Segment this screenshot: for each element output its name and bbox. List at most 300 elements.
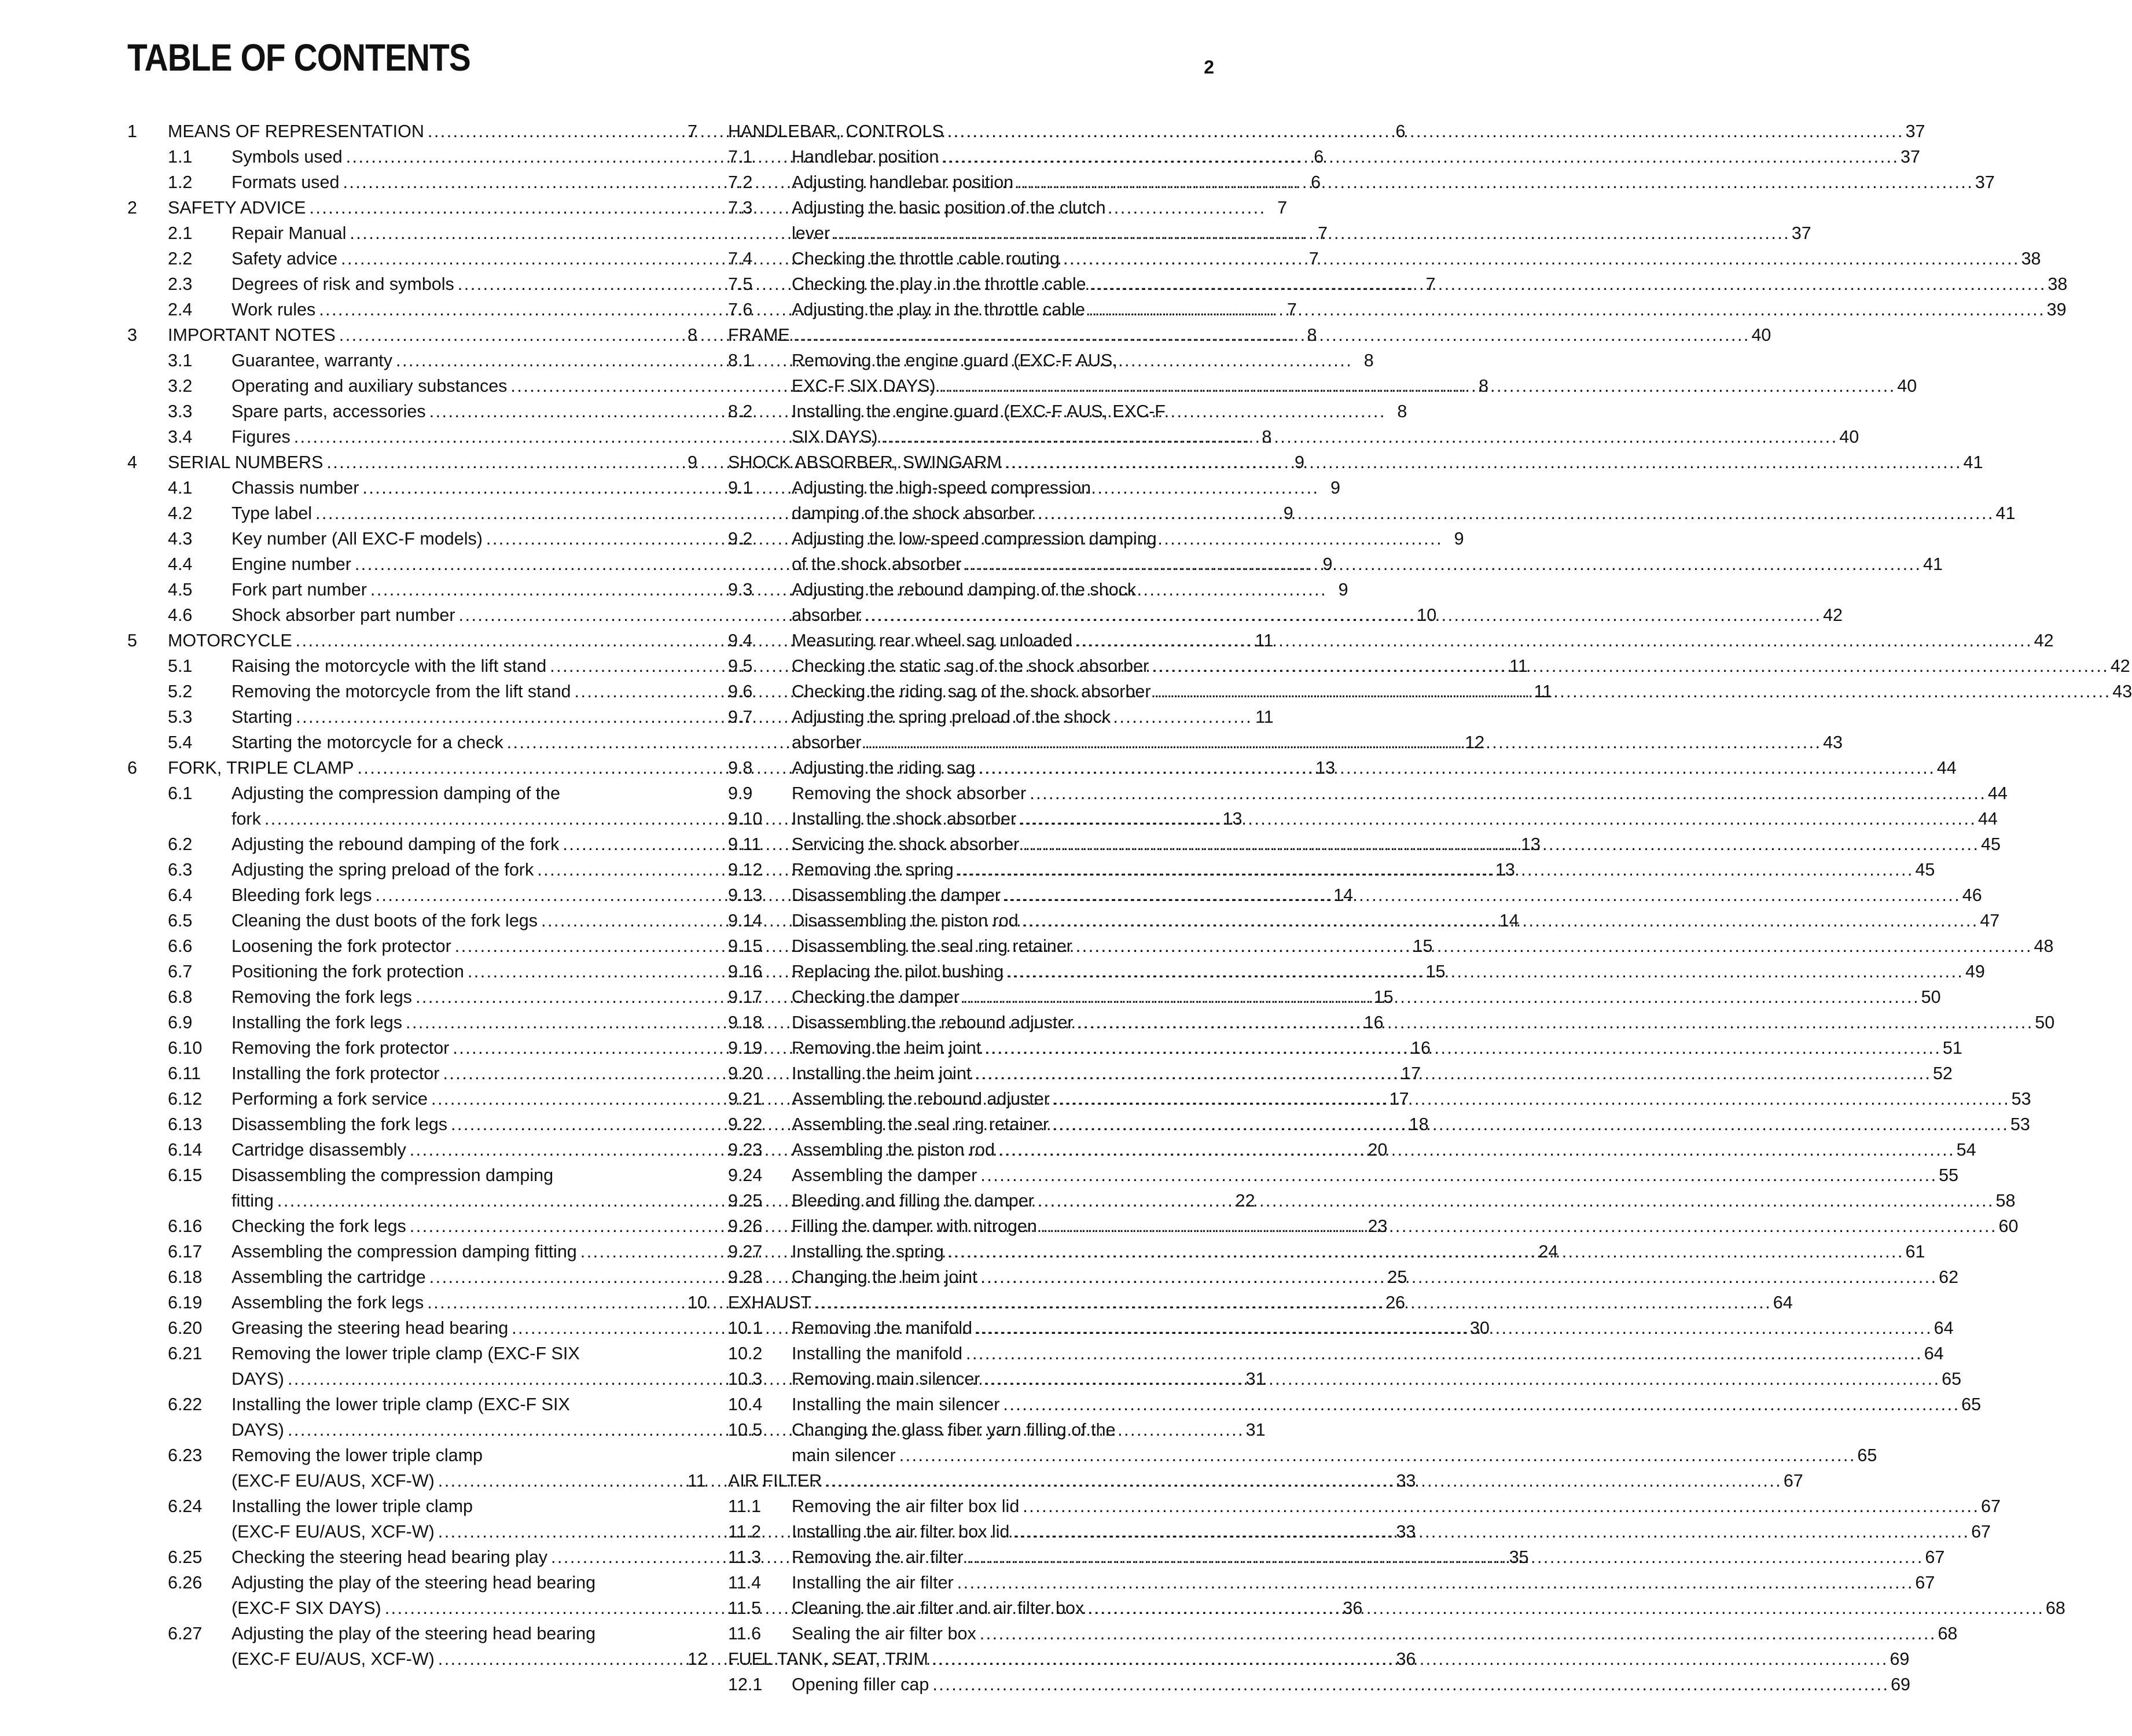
toc-entry-title: absorber: [792, 733, 862, 752]
dot-leader: [947, 1239, 1901, 1264]
dot-leader: [1090, 271, 2043, 297]
toc-entry-number: 9.9: [728, 784, 753, 803]
toc-entry-number: 6.8: [168, 987, 193, 1007]
toc-entry-number: 6: [127, 758, 137, 778]
toc-entry-page: 65: [1942, 1369, 1962, 1389]
dot-leader: [881, 424, 1835, 450]
toc-entry-page: 46: [1962, 885, 1982, 905]
dot-leader: [1063, 246, 2017, 271]
toc-entry-number: 4.2: [168, 503, 193, 523]
dot-leader: [966, 1341, 1920, 1366]
toc-entry-title: Changing the heim joint: [792, 1267, 977, 1287]
toc-entry-number: 3.1: [168, 351, 193, 370]
toc-entry-title: Disassembling the fork legs: [231, 1115, 447, 1134]
toc-entry-title: Starting the motorcycle for a check: [231, 733, 503, 752]
toc-entry-page: 65: [1961, 1395, 1982, 1414]
toc-entry-page: 11: [1509, 656, 1528, 676]
dot-leader: [1077, 1010, 2031, 1035]
toc-entry-title: Adjusting the spring preload of the fork: [231, 860, 534, 880]
dot-leader: [793, 322, 1747, 348]
toc-entry-page: 40: [1751, 325, 1771, 345]
toc-entry-page: 45: [1981, 834, 2001, 854]
dot-leader: [976, 1315, 1929, 1341]
toc-entry-title: Disassembling the compression damping: [231, 1165, 554, 1185]
toc-entry-title: Bleeding fork legs: [231, 885, 372, 905]
dot-leader: [865, 730, 1818, 755]
toc-chapter[interactable]: [688, 322, 1771, 348]
toc-entry-title: (EXC-F SIX DAYS): [231, 1598, 381, 1618]
toc-entry-page: 33: [1396, 1522, 1416, 1542]
toc-entry-number: 1.2: [168, 172, 193, 192]
toc-entry-title: DAYS): [231, 1369, 284, 1389]
toc-entry-title: Installing the main silencer: [792, 1395, 1000, 1414]
toc-entry-number: 10.3: [728, 1369, 763, 1389]
dot-leader: [1004, 882, 1958, 908]
toc-entry-number: 9.4: [728, 631, 753, 650]
toc-entry-title: Installing the fork protector: [231, 1064, 440, 1083]
dot-leader: [833, 220, 1787, 246]
toc-entry-page: 61: [1905, 1242, 1925, 1261]
toc-entry-title: Checking the steering head bearing play: [231, 1547, 547, 1567]
toc-entry-number: 11.4: [728, 1573, 762, 1592]
toc-entry-number: 3.3: [168, 402, 193, 421]
toc-entry-number: 9.26: [728, 1216, 763, 1236]
toc-entry-page: 54: [1956, 1140, 1976, 1160]
toc-entry-number: 9.14: [728, 911, 763, 930]
toc-entry-title: Repair Manual: [231, 223, 347, 243]
toc-entry-number: 6.9: [168, 1013, 193, 1032]
toc-entry-page: 37: [1791, 223, 1811, 243]
toc-entry-title: Installing the air filter box lid: [792, 1522, 1010, 1542]
toc-entry-page: 18: [1409, 1115, 1429, 1134]
toc-entry-page: 42: [2034, 631, 2054, 650]
toc-entry-title: Adjusting the rebound damping of the shock: [792, 580, 1137, 599]
dot-leader: [1005, 450, 1959, 475]
toc-entry-page: 8: [1307, 325, 1317, 345]
toc-entry-title: Adjusting the rebound damping of the fork: [231, 834, 560, 854]
toc-entry-page: 26: [1385, 1293, 1405, 1312]
dot-leader: [1020, 806, 1973, 832]
toc-entry-title: Removing the manifold: [792, 1318, 972, 1338]
toc-entry-number: 6.20: [168, 1318, 203, 1338]
toc-entry-title: Removing the shock absorber: [792, 784, 1027, 803]
toc-entry-number: 9.23: [728, 1140, 763, 1160]
dot-leader: [1089, 297, 2042, 322]
dot-leader: [947, 119, 1901, 144]
toc-entry-page: 24: [1538, 1242, 1558, 1261]
toc-entry-title: Measuring rear wheel sag unloaded: [792, 631, 1072, 650]
toc-entry-number: 7.4: [728, 249, 753, 269]
toc-entry-title: SERIAL NUMBERS: [168, 453, 324, 472]
toc-section[interactable]: [688, 399, 1859, 450]
toc-entry-title: Adjusting handlebar position: [792, 172, 1014, 192]
toc-entry-page: 16: [1363, 1013, 1384, 1032]
toc-entry-page: 25: [1387, 1267, 1407, 1287]
toc-entry-title: HANDLEBAR, CONTROLS: [728, 122, 944, 141]
toc-entry-title: FUEL TANK, SEAT, TRIM: [728, 1649, 928, 1669]
toc-entry-title: Filling the damper with nitrogen: [792, 1216, 1037, 1236]
toc-entry-title: Assembling the compression damping fitting: [231, 1242, 577, 1261]
toc-entry-number: 4.1: [168, 478, 193, 498]
toc-section[interactable]: [688, 1341, 1944, 1366]
toc-entry-title: Removing the fork protector: [231, 1038, 450, 1058]
toc-entry-title: Installing the spring: [792, 1242, 944, 1261]
toc-chapter[interactable]: [688, 119, 1925, 144]
toc-entry-number: 9.22: [728, 1115, 763, 1134]
toc-entry-page: 42: [2110, 656, 2130, 676]
toc-entry-number: 5.4: [168, 733, 193, 752]
toc-section[interactable]: [688, 1621, 1958, 1646]
toc-entry-page: 13: [1315, 758, 1336, 778]
toc-entry-title: Removing the motorcycle from the lift stand: [231, 682, 571, 701]
toc-entry-page: 6: [1395, 122, 1406, 141]
toc-entry-number: 7.2: [728, 172, 753, 192]
toc-entry-number: 3.4: [168, 427, 193, 447]
toc-entry-page: 51: [1942, 1038, 1962, 1058]
toc-entry-number: 6.11: [168, 1064, 201, 1083]
toc-entry-title: Shock absorber part number: [231, 605, 455, 625]
toc-section[interactable]: [688, 1672, 1910, 1697]
dot-leader: [1155, 679, 2108, 704]
dot-leader: [1030, 781, 1983, 806]
toc-entry-title: damping of the shock absorber: [792, 503, 1034, 523]
dot-leader: [899, 1443, 1853, 1468]
toc-section[interactable]: [688, 195, 1811, 246]
toc-entry-page: 64: [1773, 1293, 1793, 1312]
toc-entry-page: 64: [1933, 1318, 1954, 1338]
toc-entry-title: FORK, TRIPLE CLAMP: [168, 758, 354, 778]
toc-entry-page: 9: [1330, 478, 1341, 498]
dot-leader: [1152, 653, 2106, 679]
toc-entry-title: Changing the glass fiber yarn filling of the: [792, 1420, 1116, 1440]
toc-entry-title: Checking the riding sag of the shock absorber: [792, 682, 1151, 701]
toc-entry-title: absorber: [792, 605, 862, 625]
toc-entry-number: 8.2: [728, 402, 753, 421]
toc-entry-title: Adjusting the low-speed compression damping: [792, 529, 1157, 549]
toc-entry-page: 53: [2011, 1089, 2031, 1109]
toc-entry-title: Removing the air filter: [792, 1547, 964, 1567]
dot-leader: [825, 1468, 1779, 1494]
toc-entry-title: Degrees of risk and symbols: [231, 274, 454, 294]
toc-entry-page: 30: [1469, 1318, 1490, 1338]
toc-entry-title: Adjusting the spring preload of the shock: [792, 707, 1111, 727]
toc-section[interactable]: [688, 271, 2068, 297]
toc-section[interactable]: [688, 348, 1917, 399]
dot-leader: [865, 602, 1818, 628]
toc-entry-page: 20: [1368, 1140, 1388, 1160]
dot-leader: [979, 755, 1932, 781]
toc-entry-page: 8: [1262, 427, 1272, 447]
toc-entry-title: EXHAUST: [728, 1293, 812, 1312]
toc-entry-number: 6.17: [168, 1242, 203, 1261]
toc-entry-title: Adjusting the play of the steering head bearing: [231, 1624, 596, 1643]
toc-entry-number: 9.17: [728, 987, 763, 1007]
toc-entry-title: Greasing the steering head bearing: [231, 1318, 509, 1338]
toc-entry-number: 8.1: [728, 351, 753, 370]
toc-entry-number: 10.2: [728, 1344, 763, 1363]
toc-entry-title: Performing a fork service: [231, 1089, 428, 1109]
dot-leader: [1041, 1213, 1994, 1239]
toc-entry-number: 6.16: [168, 1216, 203, 1236]
toc-entry-number: 6.27: [168, 1624, 203, 1643]
toc-section[interactable]: [688, 1163, 1959, 1188]
toc-entry-title: Installing the shock absorber: [792, 809, 1017, 829]
toc-entry-page: 37: [1901, 147, 1920, 167]
toc-entry-page: 36: [1396, 1649, 1416, 1669]
dot-leader: [1038, 1188, 1991, 1213]
toc-entry-number: 6.25: [168, 1547, 203, 1567]
toc-entry-title: Symbols used: [231, 147, 343, 167]
toc-entry-page: 44: [1936, 758, 1957, 778]
toc-entry-number: 9.27: [728, 1242, 763, 1261]
toc-entry-number: 7: [688, 122, 697, 141]
toc-entry-title: Installing the lower triple clamp (EXC-F SIX: [231, 1395, 570, 1414]
toc-entry-number: 10.1: [728, 1318, 763, 1338]
toc-entry-number: 9.7: [728, 707, 753, 727]
toc-entry-title: Figures: [231, 427, 291, 447]
toc-section[interactable]: [688, 1392, 1982, 1417]
toc-entry-title: DAYS): [231, 1420, 284, 1440]
toc-entry-title: Key number (All EXC-F models): [231, 529, 483, 549]
toc-entry-number: 5.2: [168, 682, 193, 701]
toc-entry-title: Installing the heim joint: [792, 1064, 972, 1083]
toc-entry-page: 11: [1534, 682, 1553, 701]
toc-entry-number: 2.4: [168, 300, 193, 319]
toc-entry-number: 9.24: [728, 1165, 763, 1185]
toc-entry-title: Removing the engine guard (EXC-F AUS,: [792, 351, 1118, 370]
dot-leader: [983, 1366, 1937, 1392]
toc-entry-page: 43: [1823, 733, 1843, 752]
toc-entry-number: 9.3: [728, 580, 753, 599]
toc-entry-title: Servicing the shock absorber: [792, 834, 1020, 854]
toc-entry-page: 11: [1255, 631, 1274, 650]
toc-entry-title: Removing main silencer: [792, 1369, 980, 1389]
toc-section[interactable]: [688, 781, 2008, 806]
toc-entry-title: Cleaning the air filter and air filter box: [792, 1598, 1085, 1618]
toc-entry-number: 7.6: [728, 300, 753, 319]
dot-leader: [815, 1290, 1769, 1315]
toc-entry-number: 1.1: [168, 147, 193, 167]
toc-entry-title: Cartridge disassembly: [231, 1140, 406, 1160]
dot-leader: [1076, 933, 2030, 959]
toc-entry-page: 39: [2046, 300, 2067, 319]
toc-entry-number: 6.2: [168, 834, 193, 854]
toc-entry-title: Sealing the air filter box: [792, 1624, 976, 1643]
toc-entry-title: Checking the damper: [792, 987, 960, 1007]
dot-leader: [932, 1672, 1886, 1697]
toc-entry-title: Installing the engine guard (EXC-F AUS, EXC-F: [792, 402, 1166, 421]
toc-entry-page: 17: [1389, 1089, 1409, 1109]
toc-entry-page: 15: [1425, 962, 1446, 981]
toc-entry-title: Cleaning the dust boots of the fork legs: [231, 911, 538, 930]
toc-entry-title: lever: [792, 223, 830, 243]
toc-entry-title: Positioning the fork protection: [231, 962, 464, 981]
toc-entry-title: Assembling the cartridge: [231, 1267, 426, 1287]
page-title: TABLE OF CONTENTS: [127, 36, 470, 79]
dot-leader: [963, 984, 1917, 1010]
toc-section[interactable]: [688, 908, 2000, 933]
dot-leader: [1007, 959, 1961, 984]
toc-entry-title: Handlebar position: [792, 147, 939, 167]
toc-entry-page: 9: [1322, 554, 1333, 574]
dot-leader: [957, 1570, 1911, 1595]
toc-entry-number: 9.15: [728, 936, 763, 956]
toc-entry-number: 9.12: [728, 860, 763, 880]
toc-entry-number: 6.10: [168, 1038, 203, 1058]
toc-entry-title: (EXC-F EU/AUS, XCF-W): [231, 1522, 435, 1542]
toc-entry-number: 9.6: [728, 682, 753, 701]
toc-entry-title: IMPORTANT NOTES: [168, 325, 336, 345]
toc-entry-title: Installing the lower triple clamp: [231, 1496, 473, 1516]
dot-leader: [939, 373, 1893, 399]
toc-entry-number: 2.3: [168, 274, 193, 294]
toc-entry-title: Assembling the damper: [792, 1165, 977, 1185]
toc-entry-page: 8: [1479, 376, 1489, 396]
toc-entry-page: 68: [2045, 1598, 2065, 1618]
toc-entry-page: 67: [1783, 1471, 1803, 1491]
toc-entry-page: 58: [1995, 1191, 2016, 1211]
toc-entry-number: 6.23: [168, 1446, 203, 1465]
toc-entry-page: 69: [1891, 1675, 1910, 1694]
toc-entry-page: 44: [1977, 809, 1998, 829]
toc-section[interactable]: [688, 246, 2041, 271]
toc-entry-title: MOTORCYCLE: [168, 631, 292, 650]
toc-section[interactable]: [688, 170, 1995, 195]
toc-entry-number: 4.3: [168, 529, 193, 549]
dot-leader: [984, 1035, 1938, 1061]
toc-entry-page: 16: [1411, 1038, 1431, 1058]
toc-entry-title: Type label: [231, 503, 313, 523]
toc-entry-page: 35: [1509, 1547, 1529, 1567]
toc-entry-number: 1: [127, 122, 137, 141]
dot-leader: [1017, 170, 1971, 195]
toc-entry-title: Checking the fork legs: [231, 1216, 406, 1236]
dot-leader: [1087, 1595, 2041, 1621]
toc-entry-number: 10: [688, 1293, 707, 1312]
toc-entry-title: Removing the lower triple clamp (EXC-F SIX: [231, 1344, 580, 1363]
toc-entry-page: 11: [1255, 707, 1274, 727]
toc-entry-page: 7: [1286, 300, 1297, 319]
toc-entry-title: Formats used: [231, 172, 340, 192]
toc-entry-page: 47: [1980, 911, 2000, 930]
toc-entry-number: 5.1: [168, 656, 193, 676]
toc-entry-page: 50: [2035, 1013, 2055, 1032]
toc-section[interactable]: [688, 1570, 1935, 1595]
toc-entry-number: 9.25: [728, 1191, 763, 1211]
toc-entry-page: 33: [1396, 1471, 1416, 1491]
toc-entry-title: Starting: [231, 707, 293, 727]
toc-entry-title: Replacing the pilot bushing: [792, 962, 1004, 981]
toc-entry-title: (EXC-F EU/AUS, XCF-W): [231, 1649, 435, 1669]
toc-entry-page: 55: [1939, 1165, 1959, 1185]
toc-entry-page: 9: [1295, 453, 1304, 472]
dot-leader: [942, 144, 1896, 170]
toc-section[interactable]: [688, 526, 1943, 577]
toc-entry-page: 37: [1905, 122, 1925, 141]
toc-section[interactable]: [688, 297, 2067, 322]
toc-section[interactable]: [127, 602, 1437, 628]
toc-entry-title: Disassembling the rebound adjuster: [792, 1013, 1074, 1032]
toc-entry-title: Disassembling the seal ring retainer: [792, 936, 1072, 956]
toc-entry-number: 9.1: [728, 478, 753, 498]
toc-entry-number: 4.4: [168, 554, 193, 574]
dot-leader: [1023, 832, 1976, 857]
toc-section[interactable]: [688, 475, 2016, 526]
toc-entry-title: FRAME: [728, 325, 790, 345]
toc-entry-number: 7.3: [728, 198, 753, 218]
dot-leader: [932, 1646, 1885, 1672]
toc-entry-title: Removing the spring: [792, 860, 954, 880]
toc-entry-number: 9.28: [728, 1267, 763, 1287]
toc-section[interactable]: [688, 144, 1920, 170]
toc-entry-page: 10: [1417, 605, 1437, 625]
toc-entry-page: 41: [1963, 453, 1983, 472]
toc-entry-page: 13: [1495, 860, 1515, 880]
dot-leader: [1038, 501, 1991, 526]
dot-leader: [980, 1264, 1934, 1290]
toc-section[interactable]: [688, 1494, 2001, 1519]
toc-entry-title: Loosening the fork protector: [231, 936, 451, 956]
toc-entry-title: Assembling the piston rod: [792, 1140, 995, 1160]
toc-entry-number: 12.1: [728, 1675, 763, 1694]
toc-entry-title: Spare parts, accessories: [231, 402, 426, 421]
toc-section[interactable]: [688, 933, 2054, 959]
toc-entry-number: 11.3: [728, 1547, 762, 1567]
toc-entry-title: Removing the fork legs: [231, 987, 412, 1007]
dot-leader: [1022, 908, 1976, 933]
toc-entry-page: 38: [2048, 274, 2068, 294]
toc-entry-page: 67: [1981, 1496, 2001, 1516]
toc-entry-title: Adjusting the high-speed compression: [792, 478, 1091, 498]
toc-entry-number: 9.20: [728, 1064, 763, 1083]
toc-entry-page: 67: [1925, 1547, 1945, 1567]
dot-leader: [975, 1061, 1928, 1086]
toc-entry-number: 12: [688, 1649, 707, 1669]
toc-entry-title: Disassembling the damper: [792, 885, 1001, 905]
toc-entry-page: 12: [1465, 733, 1485, 752]
toc-entry-page: 7: [1277, 198, 1288, 218]
toc-chapter[interactable]: [688, 450, 1983, 475]
toc-entry-page: 62: [1939, 1267, 1959, 1287]
toc-entry-number: 6.26: [168, 1573, 203, 1592]
toc-entry-title: Adjusting the play of the steering head bearing: [231, 1573, 596, 1592]
toc-entry-title: Removing the lower triple clamp: [231, 1446, 483, 1465]
toc-entry-number: 3.2: [168, 376, 193, 396]
toc-entry-page: 9: [1338, 580, 1348, 599]
toc-entry-number: 11: [688, 1471, 706, 1491]
toc-entry-number: 11.2: [728, 1522, 762, 1542]
toc-entry-page: 13: [1521, 834, 1541, 854]
toc-entry-page: 6: [1311, 172, 1321, 192]
toc-entry-title: SIX DAYS): [792, 427, 878, 447]
toc-entry-page: 6: [1314, 147, 1324, 167]
toc-entry-page: 67: [1971, 1522, 1991, 1542]
toc-entry-number: 9.13: [728, 885, 763, 905]
toc-entry-number: 6.14: [168, 1140, 203, 1160]
toc-entry-page: 14: [1499, 911, 1519, 930]
toc-entry-title: Engine number: [231, 554, 351, 574]
toc-entry-title: fitting: [231, 1191, 274, 1211]
toc-entry-page: 40: [1897, 376, 1917, 396]
toc-entry-page: 65: [1857, 1446, 1877, 1465]
toc-entry-page: 9: [1454, 529, 1464, 549]
toc-entry-page: 48: [2034, 936, 2054, 956]
toc-entry-number: 6.5: [168, 911, 193, 930]
toc-entry-number: 9: [688, 453, 697, 472]
toc-entry-title: of the shock absorber: [792, 554, 962, 574]
toc-entry-page: 50: [1921, 987, 1941, 1007]
toc-entry-page: 7: [1308, 249, 1319, 269]
